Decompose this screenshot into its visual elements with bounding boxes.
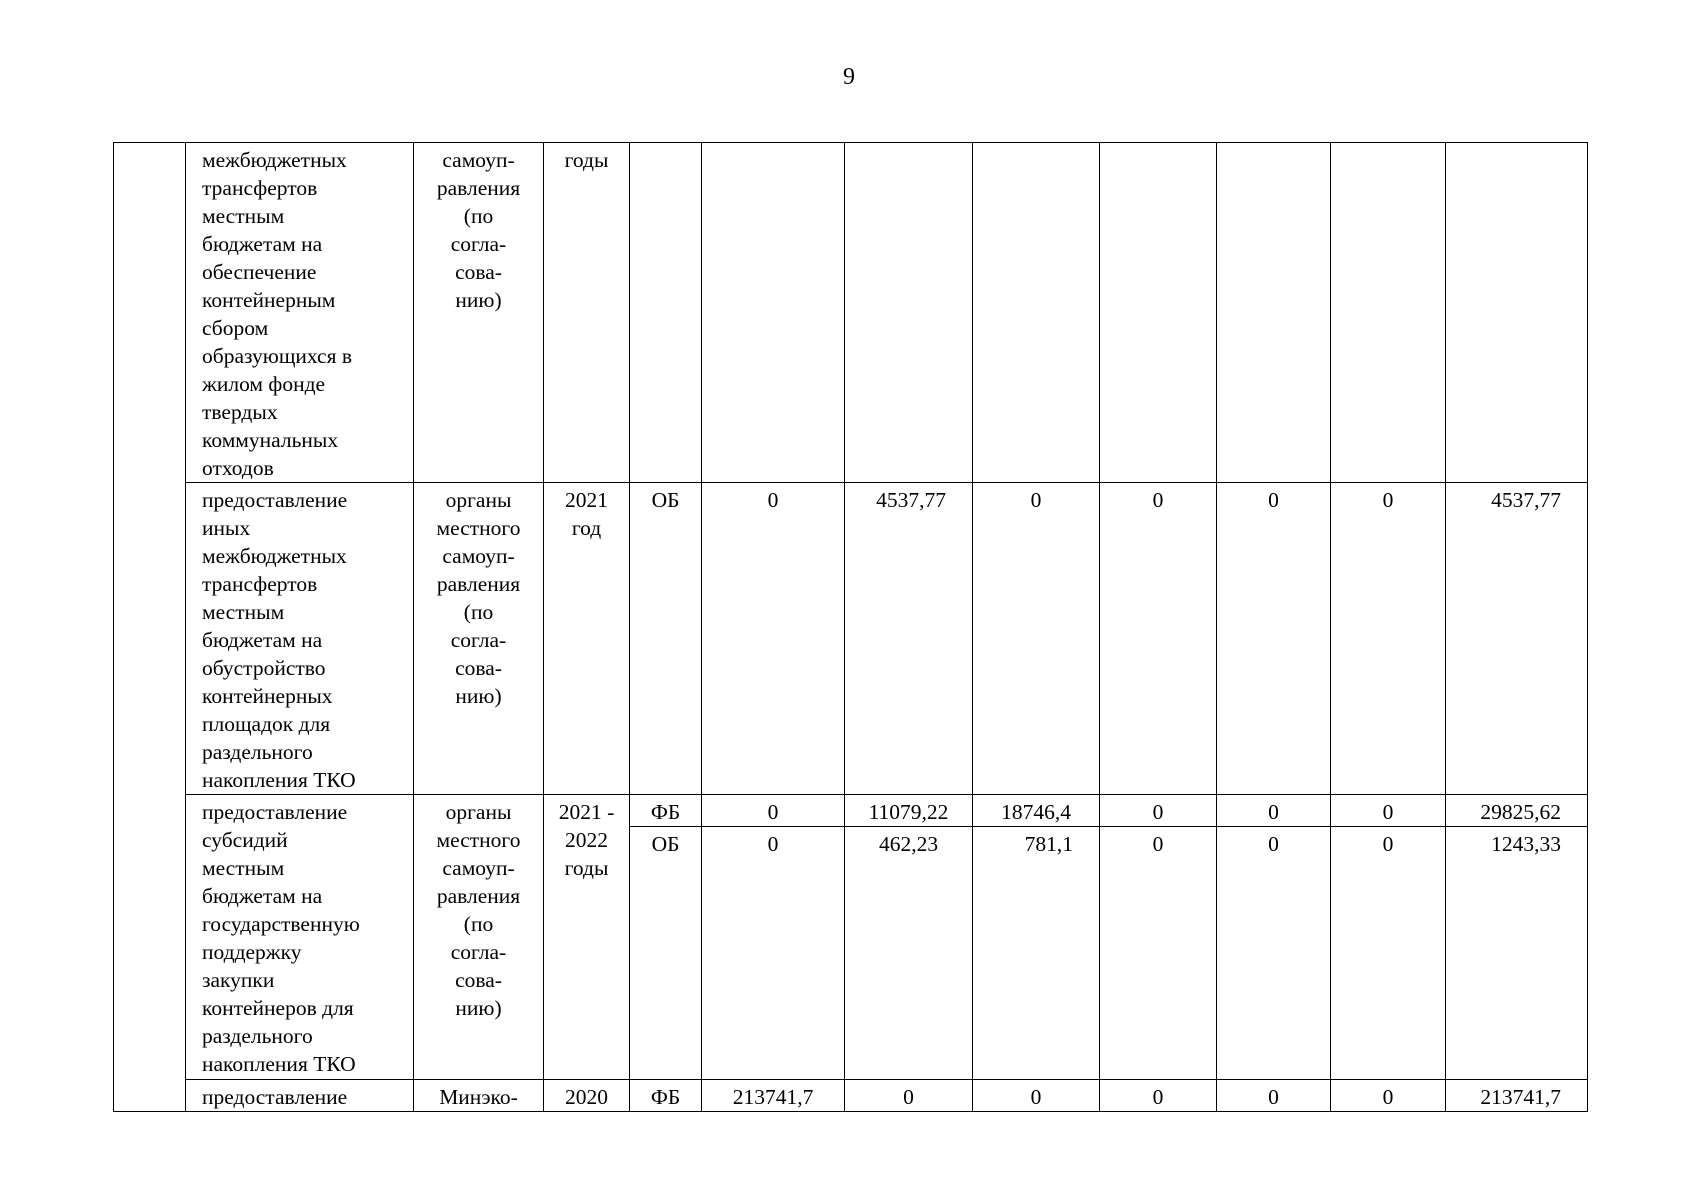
description-cell: предоставление иных межбюджетных трансфертов местным бюджетам на обустройство контейнерных площадок для раздельного накопления ТКО bbox=[186, 483, 414, 795]
table-row bbox=[114, 1080, 1588, 1112]
value-cell: 0 bbox=[1331, 483, 1446, 795]
value-cell: 0 bbox=[973, 1080, 1100, 1112]
value-cell: 0 bbox=[702, 827, 845, 1080]
value-cell: 11079,22 bbox=[845, 795, 973, 827]
description-cell: межбюджетных трансфертов местным бюджетам на обеспечение контейнерным сбором образующихся в жилом фонде твердых коммунальных отходов bbox=[186, 143, 414, 483]
value-cell: 4537,77 bbox=[1446, 483, 1588, 795]
value-cell: 18746,4 bbox=[973, 795, 1100, 827]
period-cell: годы bbox=[544, 143, 630, 483]
value-cell bbox=[973, 143, 1100, 483]
value-cell: 1243,33 bbox=[1446, 827, 1588, 1080]
value-cell bbox=[1100, 143, 1217, 483]
page-number: 9 bbox=[843, 64, 855, 90]
value-cell: 0 bbox=[1217, 827, 1331, 1080]
executor-cell: Минэко- bbox=[414, 1080, 544, 1112]
value-cell: 0 bbox=[1217, 483, 1331, 795]
description-cell: предоставление bbox=[186, 1080, 414, 1112]
value-cell: 213741,7 bbox=[702, 1080, 845, 1112]
value-cell bbox=[845, 143, 973, 483]
value-cell bbox=[1217, 143, 1331, 483]
table-row bbox=[114, 143, 1588, 483]
executor-cell: органы местного самоуп- равления (по согла- сова- нию) bbox=[414, 795, 544, 1080]
value-cell: 0 bbox=[1100, 1080, 1217, 1112]
value-cell: 0 bbox=[1217, 1080, 1331, 1112]
value-cell bbox=[1331, 143, 1446, 483]
value-cell: 0 bbox=[1100, 827, 1217, 1080]
value-cell: 0 bbox=[1331, 1080, 1446, 1112]
value-cell: 462,23 bbox=[845, 827, 973, 1080]
table-row bbox=[114, 795, 1588, 827]
description-cell: предоставление субсидий местным бюджетам на государственную поддержку закупки контейнеров для раздельного накопления ТКО bbox=[186, 795, 414, 1080]
executor-cell: самоуп- равления (по согла- сова- нию) bbox=[414, 143, 544, 483]
value-cell bbox=[702, 143, 845, 483]
executor-cell: органы местного самоуп- равления (по согла- сова- нию) bbox=[414, 483, 544, 795]
value-cell: 0 bbox=[1331, 795, 1446, 827]
source-cell: ОБ bbox=[630, 483, 702, 795]
source-cell bbox=[630, 143, 702, 483]
source-cell: ОБ bbox=[630, 827, 702, 1080]
value-cell: 0 bbox=[1217, 795, 1331, 827]
number-cell bbox=[114, 143, 186, 1112]
value-cell: 0 bbox=[702, 795, 845, 827]
value-cell: 213741,7 bbox=[1446, 1080, 1588, 1112]
value-cell: 0 bbox=[1331, 827, 1446, 1080]
value-cell: 0 bbox=[845, 1080, 973, 1112]
period-cell: 2021 год bbox=[544, 483, 630, 795]
period-cell: 2020 bbox=[544, 1080, 630, 1112]
source-cell: ФБ bbox=[630, 795, 702, 827]
table-row bbox=[114, 483, 1588, 795]
value-cell: 0 bbox=[1100, 795, 1217, 827]
source-cell: ФБ bbox=[630, 1080, 702, 1112]
value-cell: 781,1 bbox=[973, 827, 1100, 1080]
period-cell: 2021 - 2022 годы bbox=[544, 795, 630, 1080]
value-cell: 0 bbox=[973, 483, 1100, 795]
value-cell bbox=[1446, 143, 1588, 483]
budget-table bbox=[113, 142, 1588, 1112]
value-cell: 29825,62 bbox=[1446, 795, 1588, 827]
value-cell: 4537,77 bbox=[845, 483, 973, 795]
value-cell: 0 bbox=[1100, 483, 1217, 795]
value-cell: 0 bbox=[702, 483, 845, 795]
